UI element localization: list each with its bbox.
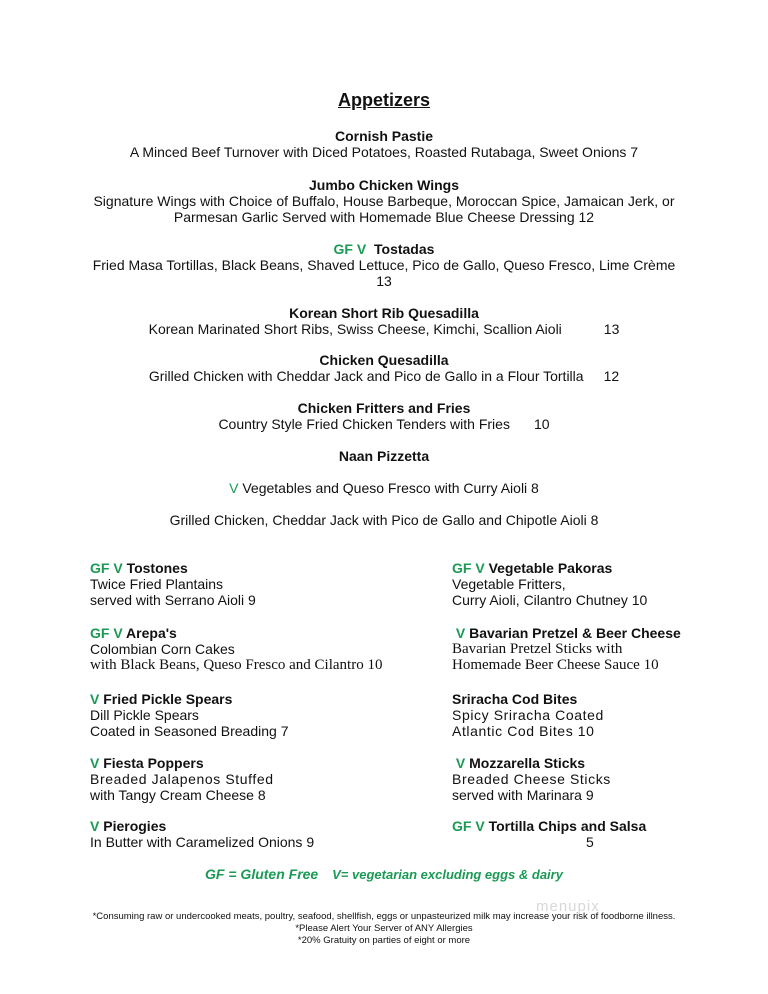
menu-item-vegetable-pakoras: [452, 560, 768, 608]
menu-item-tostones: [90, 560, 410, 608]
item-description: Vegetable Fritters,: [452, 576, 566, 592]
item-name: Korean Short Rib Quesadilla: [289, 305, 479, 321]
item-description: Korean Marinated Short Ribs, Swiss Cheese, Kimchi, Scallion Aioli: [148, 321, 562, 337]
menu-item-tortilla-chips: [452, 818, 768, 850]
item-name: Jumbo Chicken Wings: [308, 177, 459, 193]
diet-tags: V: [455, 625, 466, 641]
item-price: 10: [533, 416, 550, 432]
item-name: Naan Pizzetta: [338, 448, 430, 464]
menu-item-jumbo-chicken-wings: [60, 177, 708, 225]
diet-tags: GF V: [452, 560, 485, 576]
item-description: Atlantic Cod Bites 10: [452, 723, 595, 739]
item-name: Mozzarella Sticks: [469, 755, 586, 771]
legend-vegetarian: V= vegetarian excluding eggs & dairy: [332, 867, 563, 882]
menu-item-korean-short-rib-quesadilla: [60, 305, 708, 337]
diet-tags: V: [90, 818, 100, 834]
item-name: Fiesta Poppers: [103, 755, 204, 771]
item-name: Chicken Quesadilla: [319, 352, 449, 368]
menu-item-bavarian-pretzel: [452, 625, 768, 673]
item-name: Tostadas: [374, 241, 435, 257]
item-name: Chicken Fritters and Fries: [297, 400, 471, 416]
item-description: Grilled Chicken, Cheddar Jack with Pico de Gallo and Chipotle Aioli 8: [169, 512, 599, 528]
item-name: Cornish Pastie: [334, 128, 434, 144]
item-name: Tortilla Chips and Salsa: [488, 818, 647, 834]
menu-item-chicken-quesadilla: [60, 352, 708, 384]
diet-tags: GF V: [90, 625, 123, 641]
naan-option-vegetable: [60, 480, 708, 496]
diet-tags: GF V: [90, 560, 123, 576]
diet-tags: V: [90, 691, 100, 707]
item-name: Sriracha Cod Bites: [452, 691, 578, 707]
item-description: In Butter with Caramelized Onions 9: [90, 834, 315, 850]
page-title: Appetizers: [337, 90, 431, 110]
item-description: with Tangy Cream Cheese 8: [90, 787, 266, 803]
menu-item-fiesta-poppers: [90, 755, 410, 803]
menu-item-naan-pizzetta: [60, 448, 708, 464]
item-name: Vegetable Pakoras: [488, 560, 613, 576]
naan-option-chicken: [60, 512, 708, 528]
item-description: Breaded Cheese Sticks: [452, 771, 611, 787]
item-price: 13: [376, 273, 392, 289]
menu-item-pierogies: [90, 818, 410, 850]
item-description: Fried Masa Tortillas, Black Beans, Shaved Lettuce, Pico de Gallo, Queso Fresco, Lime Crème: [92, 257, 676, 273]
item-name: Tostones: [126, 560, 188, 576]
item-description: Breaded Jalapenos Stuffed: [90, 771, 274, 787]
item-description: with Black Beans, Queso Fresco and Cilantro 10: [90, 657, 383, 673]
item-price: 12: [603, 368, 620, 384]
item-description: Country Style Fried Chicken Tenders with Fries: [218, 416, 510, 432]
menu-item-cornish-pastie: [60, 128, 708, 160]
item-description: Vegetables and Queso Fresco with Curry Aioli 8: [242, 480, 539, 496]
menupix-watermark: menupix: [536, 898, 600, 915]
diet-tags: GF V: [452, 818, 485, 834]
menu-item-fried-pickle-spears: [90, 691, 410, 739]
item-description: Signature Wings with Choice of Buffalo, House Barbeque, Moroccan Spice, Jamaican Jerk, or: [93, 193, 675, 209]
item-description: Homemade Beer Cheese Sauce 10: [452, 657, 659, 673]
diet-legend: [0, 866, 768, 882]
item-description: Parmesan Garlic Served with Homemade Blue Cheese Dressing 12: [173, 209, 595, 225]
item-description: Curry Aioli, Cilantro Chutney 10: [452, 592, 648, 608]
menu-item-chicken-fritters: [60, 400, 708, 432]
item-description: served with Marinara 9: [452, 787, 594, 803]
item-price: 13: [603, 321, 620, 337]
item-description: Twice Fried Plantains: [90, 576, 224, 592]
item-price: 5: [586, 834, 594, 850]
item-description: Colombian Corn Cakes: [90, 641, 235, 657]
diet-tags: GF V: [333, 241, 367, 257]
footer-note: *20% Gratuity on parties of eight or more: [297, 935, 471, 946]
item-description: served with Serrano Aioli 9: [90, 592, 256, 608]
diet-tags: V: [90, 755, 100, 771]
menu-item-arepas: [90, 625, 410, 673]
item-name: Fried Pickle Spears: [103, 691, 233, 707]
item-description: Bavarian Pretzel Sticks with: [452, 641, 623, 657]
item-name: Bavarian Pretzel & Beer Cheese: [469, 625, 681, 641]
item-description: A Minced Beef Turnover with Diced Potatoes, Roasted Rutabaga, Sweet Onions 7: [129, 144, 639, 160]
footer-notes: [0, 911, 768, 947]
item-name: Arepa's: [126, 625, 177, 641]
item-description: Coated in Seasoned Breading 7: [90, 723, 289, 739]
item-description: Grilled Chicken with Cheddar Jack and Pico de Gallo in a Flour Tortilla: [148, 368, 584, 384]
diet-tags: V: [229, 480, 239, 496]
item-description: Spicy Sriracha Coated: [452, 707, 604, 723]
menu-item-tostadas: [60, 241, 708, 289]
item-description: Dill Pickle Spears: [90, 707, 199, 723]
menu-item-mozzarella-sticks: [452, 755, 768, 803]
diet-tags: V: [455, 755, 466, 771]
footer-note: *Consuming raw or undercooked meats, poultry, seafood, shellfish, eggs or unpasteurized milk may increase your risk of foodborne illness.: [92, 911, 676, 922]
item-name: Pierogies: [103, 818, 167, 834]
footer-note: *Please Alert Your Server of ANY Allergies: [295, 923, 473, 934]
legend-gluten-free: GF = Gluten Free: [205, 866, 319, 882]
menu-item-sriracha-cod-bites: [452, 691, 768, 739]
